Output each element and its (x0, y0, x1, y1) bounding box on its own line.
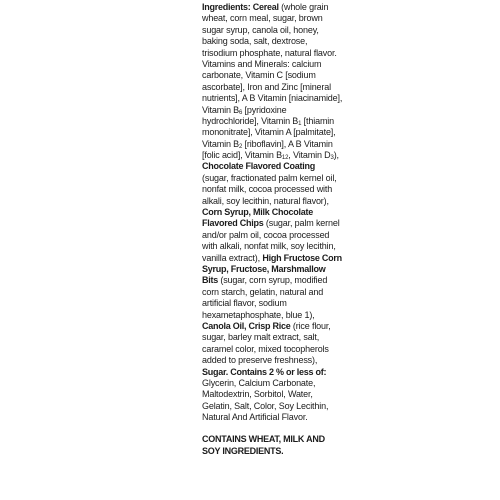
text: trisodium phosphate, natural flavor. (202, 47, 337, 58)
ingredient-line (202, 161, 324, 172)
text: (sugar, fractionated palm kernel oil, (202, 172, 337, 183)
text: (sugar, corn syrup, modified (218, 275, 328, 286)
text: ), (333, 150, 339, 161)
subscript: 6 (239, 109, 243, 116)
ingredient-line (202, 264, 324, 275)
ingredient-line (202, 81, 331, 93)
text: hexametaphosphate, blue 1), (202, 309, 315, 320)
ingredients-panel (202, 2, 343, 457)
text: (whole grain (278, 2, 329, 12)
bold-text: Ingredients: Cereal (202, 2, 279, 12)
subscript: 2 (239, 143, 243, 150)
bold-text: Bits (202, 275, 219, 286)
text: corn starch, gelatin, natural and (202, 286, 324, 297)
ingredient-line (202, 25, 324, 36)
text: carbonate, Vitamin C [sodium (202, 70, 316, 81)
ingredient-line (202, 138, 333, 150)
text: Maltodextrin, Sorbitol, Water, (202, 389, 313, 400)
ingredient-line (202, 150, 339, 162)
ingredient-line (202, 36, 324, 47)
ingredient-line (202, 412, 324, 423)
text: ascorbate], Iron and Zinc [mineral (202, 81, 331, 92)
text: sugar syrup, canola oil, honey, (202, 24, 319, 35)
ingredient-line (202, 172, 337, 184)
bold-text: CONTAINS WHEAT, MILK AND (202, 434, 325, 445)
spacer (202, 423, 324, 434)
ingredient-line (202, 389, 324, 400)
text: nutrients], A B Vitamin [niacinamide], (202, 93, 343, 104)
text: nonfat milk, cocoa processed with (202, 184, 333, 195)
text: baking soda, salt, dextrose, (202, 36, 308, 47)
text: Vitamins and Minerals: calcium (202, 58, 322, 69)
text: caramel color, mixed tocopherols (202, 343, 329, 354)
text: Vitamin B (202, 104, 240, 115)
ingredient-line (202, 218, 340, 229)
text: artificial flavor, sodium (202, 298, 287, 309)
bold-text: Syrup, Fructose, Marshmallow (202, 263, 326, 274)
ingredient-line (202, 47, 337, 59)
ingredient-line (202, 184, 333, 195)
text: , Vitamin D (288, 150, 331, 161)
text: added to preserve freshness), (202, 355, 318, 366)
ingredient-line (202, 446, 324, 457)
text: vanilla extract), (202, 252, 263, 263)
text: sugar, barley malt extract, salt, (202, 332, 320, 343)
bold-text: Sugar. Contains 2 % or less of: (202, 366, 327, 377)
text: Gelatin, Salt, Color, Soy Lecithin, (202, 400, 329, 411)
ingredient-line (202, 241, 336, 252)
ingredient-line (202, 275, 328, 286)
ingredient-line (202, 400, 329, 412)
bold-text: Chocolate Flavored Coating (202, 161, 316, 172)
bold-text: SOY INGREDIENTS. (202, 445, 284, 456)
ingredient-line (202, 252, 342, 264)
ingredient-line (202, 127, 336, 138)
ingredient-line (202, 115, 334, 127)
ingredient-line (202, 195, 329, 207)
ingredient-line (202, 355, 324, 366)
text: wheat, corn meal, sugar, brown (202, 13, 323, 24)
ingredient-line (202, 310, 324, 321)
text: (sugar, palm kernel (263, 218, 340, 229)
text: with alkali, nonfat milk, soy lecithin, (202, 241, 336, 252)
text: Glycerin, Calcium Carbonate, (202, 377, 316, 388)
text: [riboflavin], A B Vitamin (242, 138, 333, 149)
subscript: 12 (281, 155, 289, 162)
ingredient-line (202, 59, 324, 70)
text: Natural And Artificial Flavor. (202, 412, 308, 423)
subscript: 1 (298, 120, 302, 127)
text: [thiamin (301, 115, 334, 126)
bold-text: Flavored Chips (202, 218, 264, 229)
text: [pyridoxine (242, 104, 287, 115)
text: [folic acid], Vitamin B (202, 150, 282, 161)
ingredient-line (202, 320, 331, 332)
ingredient-line (202, 298, 324, 309)
subscript: 3 (330, 155, 334, 162)
bold-text: Canola Oil, Crisp Rice (202, 320, 291, 331)
ingredient-line (202, 93, 343, 104)
ingredient-line (202, 70, 324, 81)
ingredient-line (202, 378, 324, 389)
ingredient-line (202, 366, 327, 378)
ingredient-line (202, 332, 324, 343)
ingredient-line (202, 207, 324, 218)
text: mononitrate], Vitamin A [palmitate], (202, 127, 336, 138)
ingredient-line (202, 2, 329, 13)
ingredient-line (202, 434, 324, 445)
ingredient-line (202, 105, 324, 116)
ingredient-line (202, 229, 330, 241)
text: and/or palm oil, cocoa processed (202, 229, 330, 240)
ingredient-line (202, 287, 324, 298)
ingredient-line (202, 343, 329, 355)
text: (rice flour, (290, 320, 331, 331)
text: Vitamin B (202, 138, 240, 149)
ingredient-line (202, 13, 324, 24)
text: alkali, soy lecithin, natural flavor), (202, 195, 329, 206)
bold-text: Corn Syrup, Milk Chocolate (202, 207, 314, 218)
bold-text: High Fructose Corn (262, 252, 342, 263)
text: hydrochloride], Vitamin B (202, 115, 299, 126)
